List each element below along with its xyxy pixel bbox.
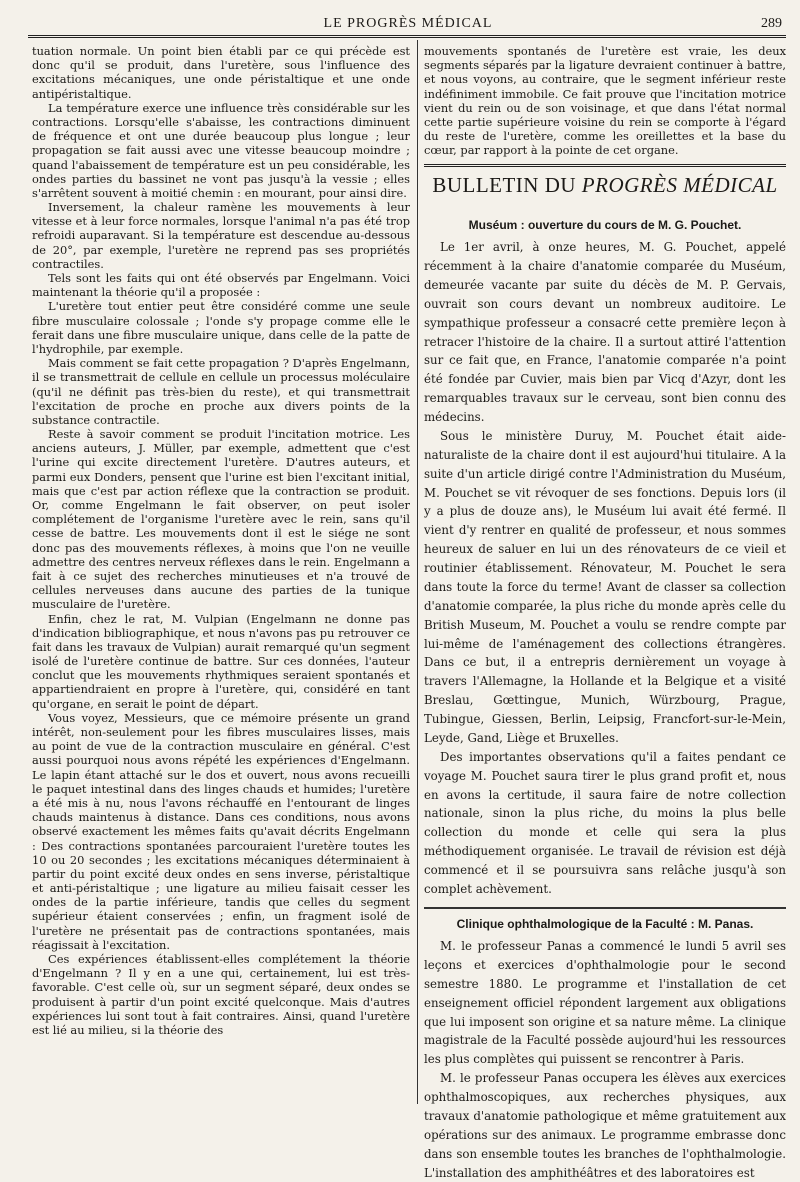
paragraph: M. le professeur Panas occupera les élèves aux exercices ophthalmoscopiques, aux recherches physiques, aux travaux d'anatomie pathologique et même gratuitement aux opérations sur des animaux. Le programme embrasse donc dans son ensemble toutes les branches de l'ophthalmologie. L'installation des amphithéâtres et des laboratoires est — [424, 1071, 786, 1180]
running-title: LE PROGRÈS MÉDICAL — [323, 16, 493, 31]
left-column — [32, 44, 410, 1037]
paragraph: mouvements spontanés de l'uretère est vraie, les deux segments séparés par la ligature devraient continuer à battre, et nous voyons, au contraire, que le segment inférieur reste indéfiniment immobile. Ce fait prouve que l'incitation motrice vient du rein ou de son voisinage, et que dans l'état normal cette partie supérieure voisine du rein se comporte à l'égard du reste de l'uretère, comme les oreillettes et la base du cœur, par rapport à la pointe de cet organe. — [424, 44, 786, 158]
paragraph: Sous le ministère Duruy, M. Pouchet était aide-naturaliste de la chaire dont il est aujourd'hui titulaire. A la suite d'un article dirigé contre l'Administration du Muséum, M. Pouchet se vit révoquer de ses fonctions. Depuis lors (il y a plus de douze ans), le Muséum lui avait été fermé. Il vient d'y rentrer en qualité de professeur, et nous sommes heureux de saluer en lui un des rénovateurs de ce vieil et routinier établissement. Rénovateur, M. Pouchet le sera dans toute la force du terme! Avant de classer sa collection d'anatomie comparée, la plus riche du monde après celle du British Museum, M. Pouchet a voulu se rendre compte par lui-même de l'aménagement des collections étrangères. Dans ce but, il a entrepris dernièrement un voyage à travers l'Allemagne, la Hollande et la Belgique et a visité Breslau, Gœttingue, Munich, Würzbourg, Prague, Tubingue, Giessen, Berlin, Leipsig, Francfort-sur-le-Mein, Leyde, Gand, Liège et Bruxelles. — [424, 428, 786, 745]
paragraph: Reste à savoir comment se produit l'incitation motrice. Les anciens auteurs, J. Müller, par exemple, admettent que c'est l'urine qui excite directement l'uretère. D'autres auteurs, et parmi eux Donders, pensent que l'urine est bien l'excitant initial, mais que c'est par action réflexe que la contraction se produit. Or, comme Engelmann le fait observer, on peut isoler complétement de l'organisme l'uretère avec le rein, sans qu'il cesse de battre. Les mouvements dont il est le siége ne sont donc pas des mouvements réflexes, à moins que l'on ne veuille admettre des centres nerveux réflexes dans le rein. Engelmann a fait à ce sujet des recherches minutieuses et n'a trouvé de cellules nerveuses dans aucune des parties de la tunique musculaire de l'uretère. — [32, 427, 410, 612]
paragraph: Mais comment se fait cette propagation ? D'après Engelmann, il se transmettrait de cellule en cellule un processus moléculaire (qu'il ne définit pas très-bien du reste), et qui transmettrait l'excitation de proche en proche aux divers points de la substance contractile. — [32, 356, 410, 427]
clinique-heading: Clinique ophthalmologique de la Faculté : M. Panas. — [456, 916, 754, 931]
paragraph: La température exerce une influence très considérable sur les contractions. Lorsqu'elle s'abaisse, les contractions diminuent de fréquence et ont une durée beaucoup plus longue ; leur propagation se fait aussi avec une vitesse beaucoup moindre ; quand l'abaissement de température est un peu considérable, les ondes parties du bassinet ne vont pas jusqu'à la vessie ; elles s'arrêtent souvent à moitié chemin : en mourant, pour ainsi dire. — [32, 100, 410, 200]
bulletin-title — [424, 173, 786, 198]
right-column-main — [424, 216, 786, 1182]
paragraph: Tels sont les faits qui ont été observés par Engelmann. Voici maintenant la théorie qu'il a proposée : — [32, 271, 410, 300]
bulletin-banner — [424, 164, 786, 210]
section-separator — [424, 907, 786, 909]
paragraph: M. le professeur Panas a commencé le lundi 5 avril ses leçons et exercices d'ophthalmologie pour le second semestre 1880. Le programme et l'installation de cet enseignement officiel répondent largement aux obligations que lui imposent son origine et sa nature même. La clinique magistrale de la Faculté possède aujourd'hui les ressources les plus complètes qui puissent se rencontrer à Paris. — [424, 939, 786, 1067]
bulletin-title-italic: PROGRÈS MÉDICAL — [581, 173, 778, 197]
paragraph: L'uretère tout entier peut être considéré comme une seule fibre musculaire colossale ; l'onde s'y propage comme elle le ferait dans une fibre musculaire unique, dans celle de la patte de l'hydrophile, par exemple. — [32, 299, 410, 356]
paragraph: Ces expériences établissent-elles complétement la théorie d'Engelmann ? Il y en a une qui, certainement, lui est très-favorable. C'est celle où, sur un segment séparé, deux ondes se produisent à partir d'un point excité quelconque. Mais d'autres expériences lui sont tout à fait contraires. Ainsi, quand l'uretère est lié au milieu, si la théorie des — [32, 952, 410, 1037]
page-number: 289 — [761, 16, 782, 31]
paragraph: Des importantes observations qu'il a faites pendant ce voyage M. Pouchet saura tirer le plus grand profit et, nous en avons la certitude, il saura faire de notre collection nationale, sinon la plus riche, du moins la plus belle collection du monde et celle qui sera la plus méthodiquement organisée. Le travail de révision est déjà commencé et il se poursuivra sans relâche jusqu'à son complet achèvement. — [424, 749, 786, 896]
header-rule — [28, 35, 786, 38]
paragraph: Vous voyez, Messieurs, que ce mémoire présente un grand intérêt, non-seulement pour les fibres musculaires lisses, mais au point de vue de la contraction musculaire en général. C'est aussi pourquoi nous avons répété les expériences d'Engelmann. Le lapin étant attaché sur le dos et ouvert, nous avons recueilli le paquet intestinal dans des linges chauds et humides; l'uretère a été mis à nu, nous l'avons réchauffé en l'entourant de linges chauds maintenus à distance. Dans ces conditions, nous avons observé exactement les mêmes faits qu'avait décrits Engelmann : Des contractions spontanées parcouraient l'uretère toutes les 10 ou 20 secondes ; les excitations mécaniques déterminaient à partir du point excité deux ondes en sens inverse, péristaltique et anti-péristaltique ; une ligature au milieu faisait cesser les ondes de la partie inférieure, tandis que celles du segment supérieur étaient conservées ; enfin, un fragment isolé de l'uretère ne présentait pas de contractions spontanées, mais réagissait à l'excitation. — [32, 710, 410, 952]
paragraph: Le 1er avril, à onze heures, M. G. Pouchet, appelé récemment à la chaire d'anatomie comparée du Muséum, demeurée vacante par suite du décès de M. P. Gervais, ouvrait son cours devant un nombreux auditoire. Le sympathique professeur a consacré cette première leçon à retracer l'histoire de la chaire. Il a surtout attiré l'attention sur ce fait que, en France, l'anatomie comparée n'a point été fondée par Cuvier, mais bien par Vicq d'Azyr, dont les remarquables travaux sur le cerveau, sont bien connu des médecins. — [424, 240, 786, 425]
column-divider — [417, 40, 418, 1104]
banner-rule — [424, 164, 786, 167]
museum-heading: Muséum : ouverture du cours de M. G. Pouchet. — [468, 218, 742, 232]
bulletin-title-plain: BULLETIN DU — [432, 173, 582, 197]
page-header — [28, 10, 788, 36]
paragraph: Inversement, la chaleur ramène les mouvements à leur vitesse et à leur force normales, lorsque l'animal n'a pas été trop refroidi auparavant. Si la température est descendue au-dessous de 20°, par exemple, l'uretère ne reprend pas ses propriétés contractiles. — [32, 200, 410, 271]
paragraph: tuation normale. Un point bien établi par ce qui précède est donc qu'il se produit, dans l'uretère, sous l'influence des excitations mécaniques, une onde péristaltique et une onde antipéristaltique. — [32, 44, 410, 101]
paragraph: Enfin, chez le rat, M. Vulpian (Engelmann ne donne pas d'indication bibliographique, et nous n'avons pas pu retrouver ce fait dans les travaux de Vulpian) aurait remarqué qu'un segment isolé de l'uretère continue de battre. Sur ces données, l'auteur conclut que les mouvements rhythmiques seraient spontanés et appartiendraient en propre à l'uretère, qui, considéré en tant qu'organe, en serait le point de départ. — [32, 611, 410, 711]
right-column-top — [424, 44, 786, 158]
